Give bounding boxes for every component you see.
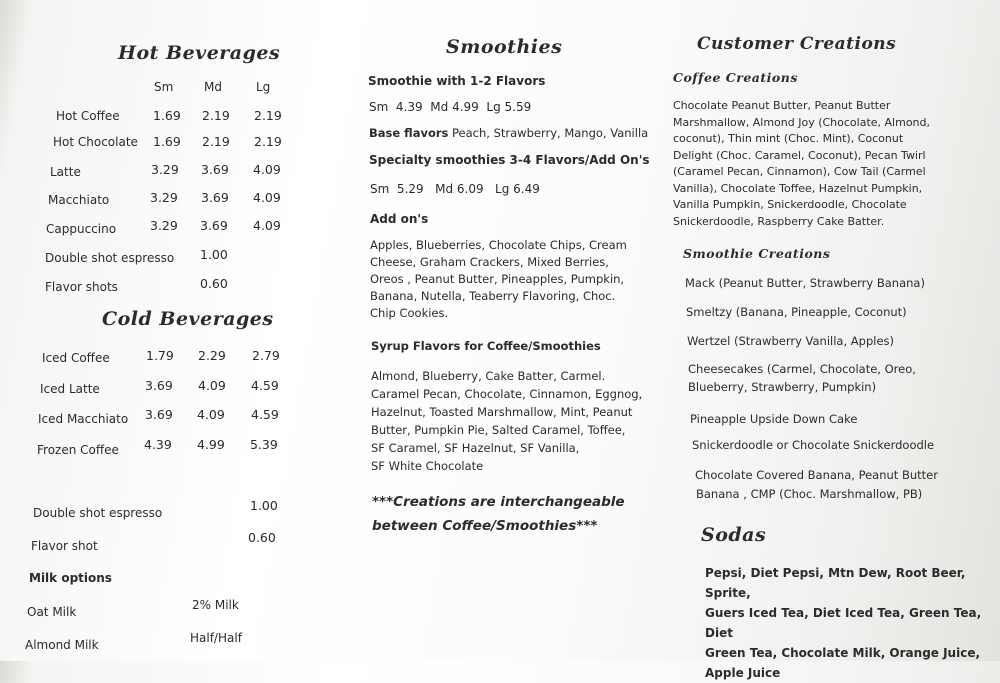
price-md: 3.69 [201, 162, 229, 177]
price-sm: 4.39 [144, 437, 172, 452]
sodas-line: Guers Iced Tea, Diet Iced Tea, Green Tea, Diet [705, 606, 982, 640]
customer-creations-heading: Customer Creations [697, 34, 897, 54]
smoothie-creation-item: Blueberry, Strawberry, Pumpkin) [688, 380, 877, 394]
item-name: Iced Coffee [42, 351, 110, 365]
specialty-smoothies-prices: Sm 5.29 Md 6.09 Lg 6.49 [370, 182, 540, 196]
price-lg: 2.79 [252, 348, 280, 363]
price-row [0, 190, 330, 210]
item-name: Cappuccino [46, 222, 117, 236]
coffee-creations-line: Delight (Choc. Caramel, Coconut), Pecan Twirl [673, 148, 926, 162]
syrup-line: Almond, Blueberry, Cake Batter, Carmel. [371, 369, 606, 383]
smoothies-heading: Smoothies [446, 36, 563, 58]
price-lg: 2.19 [254, 108, 282, 123]
smoothie-creation-item: Banana , CMP (Choc. Marshmallow, PB) [696, 487, 923, 501]
base-flavors-value: Peach, Strawberry, Mango, Vanilla [452, 126, 649, 140]
syrup-flavors-list [371, 367, 671, 475]
syrup-line: Hazelnut, Toasted Marshmallow, Mint, Peanut [371, 405, 633, 419]
price-row [0, 108, 330, 128]
add-ons-line: Apples, Blueberries, Chocolate Chips, Cream [370, 238, 627, 252]
coffee-creations-line: (Caramel Pecan, Cinnamon), Cow Tail (Carmel [673, 165, 926, 178]
price-row [0, 378, 330, 398]
sodas-line: Apple Juice [705, 666, 781, 680]
smoothie-creation-item: Mack (Peanut Butter, Strawberry Banana) [685, 276, 925, 290]
price-lg: 2.19 [254, 134, 282, 149]
price-md: 4.99 [197, 437, 225, 452]
syrup-line: SF Caramel, SF Hazelnut, SF Vanilla, [371, 441, 580, 455]
price-row [0, 134, 330, 154]
smoothie-creation-item: Wertzel (Strawberry Vanilla, Apples) [687, 334, 895, 348]
price-sm: 3.29 [150, 190, 178, 205]
price-row [0, 437, 330, 457]
price-lg: 4.09 [253, 190, 281, 205]
smoothie-creation-item: Smeltzy (Banana, Pineapple, Coconut) [686, 305, 907, 319]
price-lg: 4.09 [253, 218, 281, 233]
cold-double-shot-price: 1.00 [250, 498, 278, 513]
smoothie-creations-heading: Smoothie Creations [683, 246, 831, 261]
price-row [0, 162, 330, 182]
cold-flavor-shot-label: Flavor shot [31, 539, 98, 553]
price-md: 4.09 [198, 378, 226, 393]
add-ons-line: Chip Cookies. [370, 306, 449, 320]
cold-beverages-heading: Cold Beverages [102, 308, 274, 330]
coffee-creations-line: coconut), Thin mint (Choc. Mint), Coconut [673, 132, 904, 145]
sodas-line: Green Tea, Chocolate Milk, Orange Juice, [705, 646, 981, 660]
price-sm: 3.69 [145, 378, 173, 393]
flavor-shots-label: Flavor shots [45, 280, 118, 294]
milk-option-half-half: Half/Half [190, 631, 242, 645]
item-name: Latte [50, 165, 81, 179]
coffee-creations-line: Marshmallow, Almond Joy (Chocolate, Almond, [673, 115, 931, 129]
syrup-flavors-heading: Syrup Flavors for Coffee/Smoothies [371, 339, 601, 353]
price-md: 2.19 [202, 108, 230, 123]
price-md: 3.69 [201, 190, 229, 205]
base-flavors-line [369, 126, 648, 140]
coffee-creations-heading: Coffee Creations [673, 70, 798, 85]
item-name: Iced Latte [40, 382, 100, 396]
sodas-list [705, 563, 1000, 683]
price-md: 4.09 [197, 407, 225, 422]
milk-options-heading: Milk options [29, 571, 112, 585]
customer-creations-column [665, 0, 1000, 680]
creations-note-line: between Coffee/Smoothies*** [372, 518, 598, 534]
add-ons-line: Cheese, Graham Crackers, Mixed Berries, [370, 255, 609, 269]
flavor-shots-price: 0.60 [200, 276, 228, 291]
price-md: 2.29 [198, 348, 226, 363]
cold-flavor-shot-price: 0.60 [248, 530, 276, 545]
syrup-line: SF White Chocolate [371, 459, 484, 473]
coffee-creations-line: Vanilla Pumpkin, Snickerdoodle, Chocolate [673, 198, 907, 211]
price-sm: 1.79 [146, 348, 174, 363]
item-name: Iced Macchiato [38, 412, 129, 426]
size-header-md: Md [204, 80, 222, 94]
add-ons-heading: Add on's [370, 212, 429, 226]
price-sm: 1.69 [153, 134, 181, 149]
syrup-line: Caramel Pecan, Chocolate, Cinnamon, Eggnog, [371, 387, 643, 401]
hot-cold-beverages-column [0, 0, 330, 661]
base-flavors-label: Base flavors [369, 126, 449, 140]
milk-option-oat: Oat Milk [27, 605, 77, 619]
smoothie-creation-item: Chocolate Covered Banana, Peanut Butter [695, 468, 938, 482]
item-name: Frozen Coffee [37, 443, 119, 457]
price-md: 2.19 [202, 134, 230, 149]
coffee-creations-line: Vanilla), Chocolate Toffee, Hazelnut Pumpkin, [673, 181, 923, 195]
price-row [0, 218, 330, 238]
price-lg: 5.39 [250, 437, 278, 452]
add-ons-line: Banana, Nutella, Teaberry Flavoring, Choc. [370, 289, 616, 303]
price-row [0, 407, 330, 427]
price-lg: 4.59 [251, 378, 279, 393]
smoothie-flavors-title: Smoothie with 1-2 Flavors [368, 74, 546, 88]
price-md: 3.69 [200, 218, 228, 233]
milk-option-2pct: 2% Milk [192, 598, 239, 612]
smoothie-creation-item: Pineapple Upside Down Cake [690, 412, 858, 426]
milk-option-almond: Almond Milk [25, 638, 99, 652]
hot-beverages-heading: Hot Beverages [118, 42, 281, 64]
smoothie-flavors-prices: Sm 4.39 Md 4.99 Lg 5.59 [369, 100, 532, 114]
cold-double-shot-label: Double shot espresso [33, 506, 163, 520]
item-name: Hot Chocolate [53, 135, 138, 149]
double-shot-price: 1.00 [200, 247, 228, 262]
add-ons-line: Oreos , Peanut Butter, Pineapples, Pumpkin, [370, 272, 625, 286]
price-sm: 3.69 [145, 407, 173, 422]
double-shot-label: Double shot espresso [45, 251, 175, 265]
size-header-lg: Lg [256, 80, 271, 94]
syrup-line: Butter, Pumpkin Pie, Salted Caramel, Toffee, [371, 423, 626, 437]
price-row [0, 348, 330, 368]
creations-note [372, 490, 625, 538]
item-name: Hot Coffee [56, 109, 120, 123]
coffee-creations-list [673, 98, 993, 230]
coffee-creations-line: Chocolate Peanut Butter, Peanut Butter [673, 99, 891, 112]
smoothie-creation-item: Snickerdoodle or Chocolate Snickerdoodle [692, 438, 935, 452]
creations-note-line: ***Creations are interchangeable [372, 494, 625, 510]
price-lg: 4.09 [253, 162, 281, 177]
sodas-heading: Sodas [701, 524, 767, 546]
add-ons-list [370, 237, 670, 322]
specialty-smoothies-title: Specialty smoothies 3-4 Flavors/Add On's [369, 153, 650, 167]
smoothies-column [350, 0, 670, 661]
price-sm: 3.29 [151, 162, 179, 177]
price-sm: 3.29 [150, 218, 178, 233]
size-header-sm: Sm [154, 80, 174, 94]
price-sm: 1.69 [153, 108, 181, 123]
coffee-creations-line: Snickerdoodle, Raspberry Cake Batter. [673, 214, 885, 228]
item-name: Macchiato [48, 193, 110, 207]
sodas-line: Pepsi, Diet Pepsi, Mtn Dew, Root Beer, Sprite, [705, 566, 966, 600]
price-lg: 4.59 [251, 407, 279, 422]
smoothie-creation-item: Cheesecakes (Carmel, Chocolate, Oreo, [688, 362, 916, 376]
